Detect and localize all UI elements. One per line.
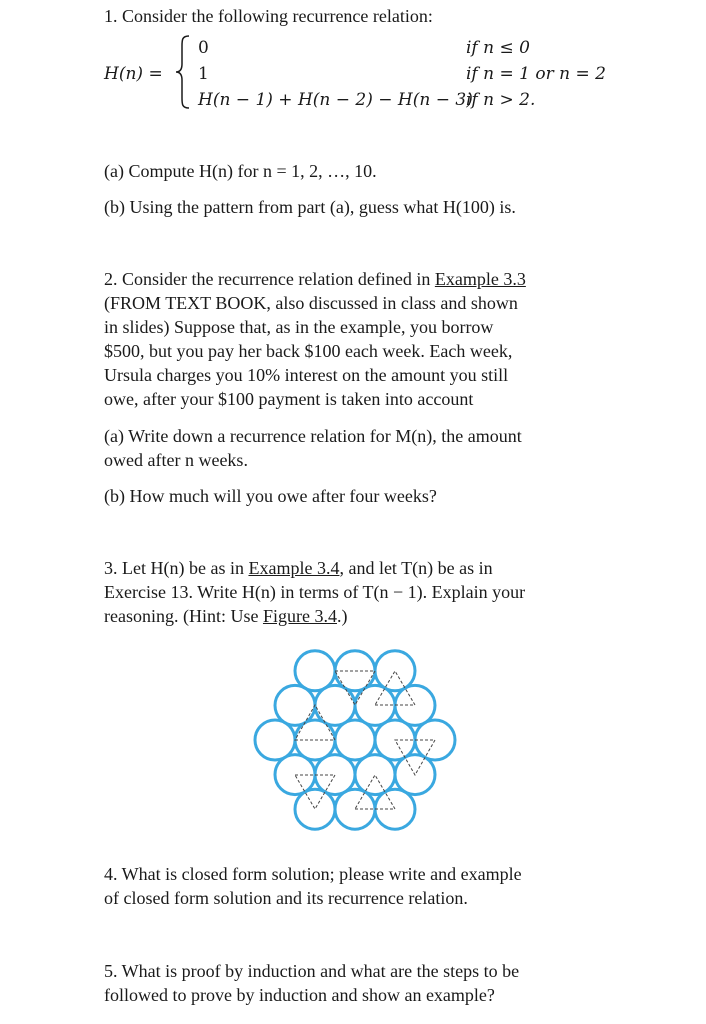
- example-3-3-link[interactable]: Example 3.3: [434, 269, 526, 289]
- q2-line: owe, after your $100 payment is taken into account: [104, 389, 474, 409]
- q3-line1-prefix: 3. Let H(n) be as in: [104, 558, 249, 578]
- q3-line-2: Exercise 13. Write H(n) in terms of T(n − 1). Explain your: [104, 582, 526, 602]
- q4-line: 4. What is closed form solution; please write and example: [104, 864, 522, 884]
- q5-line: followed to prove by induction and show an example?: [104, 985, 495, 1005]
- q2-line1-prefix: 2. Consider the recurrence relation defined in: [104, 269, 435, 289]
- q1-case-value-0: 0: [198, 38, 209, 58]
- q1-case-value-2: H(n − 1) + H(n − 2) − H(n − 3): [198, 90, 473, 110]
- q3-line-1: [104, 556, 493, 580]
- q1-title: 1. Consider the following recurrence relation:: [104, 6, 433, 26]
- q2-line: $500, but you pay her back $100 each week. Each week,: [104, 341, 513, 361]
- q2-line: (FROM TEXT BOOK, also discussed in class and shown: [104, 293, 518, 313]
- figure-3-4-link[interactable]: Figure 3.4: [262, 606, 337, 626]
- q1-part-a: (a) Compute H(n) for n = 1, 2, …, 10.: [104, 161, 377, 181]
- example-3-4-link[interactable]: Example 3.4: [248, 558, 340, 578]
- q2-part-b: (b) How much will you owe after four weeks?: [104, 486, 437, 506]
- q1-case-value-1: 1: [198, 64, 209, 84]
- q1-brace: [174, 34, 192, 110]
- q1-case-cond-1: if n = 1 or n = 2: [466, 64, 606, 84]
- q3-line1-suffix: , and let T(n) be as in: [339, 558, 493, 578]
- q2-part-a-line: (a) Write down a recurrence relation for M(n), the amount: [104, 426, 522, 446]
- q1-case-cond-2: if n > 2.: [466, 90, 536, 110]
- q2-line-1: [104, 267, 526, 291]
- q2-part-a-line: owed after n weeks.: [104, 450, 248, 470]
- q3-line-3: [104, 604, 347, 628]
- q1-part-b: (b) Using the pattern from part (a), guess what H(100) is.: [104, 197, 516, 217]
- q4-line: of closed form solution and its recurrence relation.: [104, 888, 468, 908]
- q5-line: 5. What is proof by induction and what are the steps to be: [104, 961, 520, 981]
- q2-line: in slides) Suppose that, as in the example, you borrow: [104, 317, 494, 337]
- q2-line: Ursula charges you 10% interest on the amount you still: [104, 365, 509, 385]
- figure-3-4: [240, 640, 470, 840]
- q3-line3-suffix: .): [336, 606, 348, 626]
- q1-lhs: H(n) =: [104, 64, 163, 84]
- q1-case-cond-0: if n ≤ 0: [466, 38, 530, 58]
- packing-circle: [295, 789, 335, 829]
- q3-line3-prefix: reasoning. (Hint: Use: [104, 606, 263, 626]
